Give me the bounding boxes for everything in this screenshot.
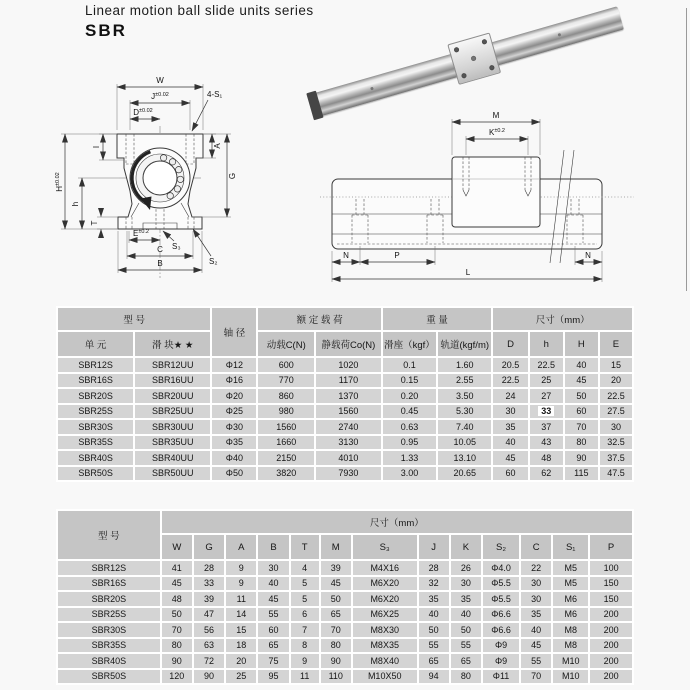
bore-circle <box>143 161 177 195</box>
table-cell: 1.33 <box>382 450 437 466</box>
table-cell: M8 <box>552 638 589 654</box>
table-row <box>57 450 633 466</box>
side-view-drawing <box>312 95 642 290</box>
table-cell: Φ35 <box>211 435 257 451</box>
table-cell: SBR25S <box>57 404 134 420</box>
table-cell: 80 <box>161 638 193 654</box>
table-cell: 60 <box>257 622 289 638</box>
header-h: h <box>529 331 564 357</box>
dim-P-label: P <box>394 251 400 260</box>
table-cell: 80 <box>450 669 482 685</box>
table-cell: 27.5 <box>599 404 633 420</box>
table-cell: 22 <box>520 560 552 576</box>
table-cell: 1020 <box>315 357 382 373</box>
table-cell: 200 <box>589 669 633 685</box>
table-cell: 65 <box>450 653 482 669</box>
table-cell: 9 <box>225 576 257 592</box>
table-cell: 63 <box>193 638 225 654</box>
dim-B-label: B <box>157 259 163 268</box>
table-cell: 47 <box>193 607 225 623</box>
table-cell: SBR50UU <box>134 466 211 482</box>
screw-icon <box>471 55 477 61</box>
front-view-drawing <box>55 70 305 288</box>
table-row <box>57 653 633 669</box>
table-cell: 43 <box>529 435 564 451</box>
table-cell: 2740 <box>315 419 382 435</box>
table-cell: 55 <box>450 638 482 654</box>
table-cell: 20 <box>599 373 633 389</box>
table-cell: 20.5 <box>492 357 528 373</box>
table-cell: M6X25 <box>352 607 418 623</box>
table-cell: 11 <box>290 669 320 685</box>
table-cell: 39 <box>193 591 225 607</box>
table-cell: 90 <box>193 669 225 685</box>
screw-icon <box>461 73 467 79</box>
table-cell: Φ6.6 <box>482 607 520 623</box>
table-cell: 45 <box>520 638 552 654</box>
header-unit: 单 元 <box>57 331 134 357</box>
header-shaft-dia: 轴 径 <box>211 307 257 357</box>
table-cell: M6 <box>552 607 589 623</box>
table-cell: 65 <box>418 653 450 669</box>
table-cell: 9 <box>225 560 257 576</box>
table-cell: Φ50 <box>211 466 257 482</box>
table-cell: Φ5.5 <box>482 576 520 592</box>
table-cell: 30 <box>520 576 552 592</box>
table-cell: 7.40 <box>437 419 492 435</box>
screw-icon <box>481 39 487 45</box>
table-cell: 5 <box>290 576 320 592</box>
table-cell: 50 <box>161 607 193 623</box>
table-cell: 33 <box>193 576 225 592</box>
table-row <box>57 591 633 607</box>
table-cell: M10X50 <box>352 669 418 685</box>
table-cell: 11 <box>225 591 257 607</box>
table-cell: 1660 <box>257 435 315 451</box>
table-cell: 41 <box>161 560 193 576</box>
table-cell: 1170 <box>315 373 382 389</box>
table-cell: 10.05 <box>437 435 492 451</box>
table-cell: 50 <box>320 591 352 607</box>
table-cell: 1.60 <box>437 357 492 373</box>
table-cell: 35 <box>418 591 450 607</box>
table-cell: 980 <box>257 404 315 420</box>
table-cell: M6 <box>552 591 589 607</box>
table-cell: Φ12 <box>211 357 257 373</box>
table-cell: M10 <box>552 653 589 669</box>
table-cell: 30 <box>450 576 482 592</box>
table-cell: 70 <box>320 622 352 638</box>
table-cell: 3820 <box>257 466 315 482</box>
header-W: W <box>161 534 193 560</box>
table-cell: 13.10 <box>437 450 492 466</box>
header-C: C <box>520 534 552 560</box>
screw-icon <box>453 47 459 53</box>
table-cell: SBR30S <box>57 622 161 638</box>
table-cell: 25 <box>225 669 257 685</box>
highlighted-value: 33 <box>538 406 554 416</box>
label-S3: S₃ <box>172 242 181 251</box>
table-cell: 35 <box>520 607 552 623</box>
table-cell: 120 <box>161 669 193 685</box>
table-cell: 55 <box>257 607 289 623</box>
table-cell: 70 <box>161 622 193 638</box>
header-slide-weight: 滑座（kgf） <box>382 331 437 357</box>
table-cell: Φ20 <box>211 388 257 404</box>
header-dynamic-load: 动载C(N) <box>257 331 315 357</box>
table-row <box>57 404 633 420</box>
dim-A-label: A <box>213 143 222 149</box>
header-D: D <box>492 331 528 357</box>
table-cell: 40 <box>257 576 289 592</box>
table-cell: SBR16S <box>57 576 161 592</box>
table-cell: SBR50S <box>57 466 134 482</box>
table-cell: 200 <box>589 607 633 623</box>
table-cell: 20 <box>225 653 257 669</box>
table-cell: SBR35S <box>57 435 134 451</box>
table-cell: Φ6.6 <box>482 622 520 638</box>
table-cell: 8 <box>290 638 320 654</box>
table-cell: SBR20UU <box>134 388 211 404</box>
table-cell: 20.65 <box>437 466 492 482</box>
table-cell: 3130 <box>315 435 382 451</box>
header-rated-load-group: 额 定 载 荷 <box>257 307 381 331</box>
dim-E-label: $E^{\pm 0.2}$ <box>132 229 150 238</box>
table-cell: 18 <box>225 638 257 654</box>
header-static-load: 静载荷Co(N) <box>315 331 382 357</box>
table-cell: 15 <box>225 622 257 638</box>
table-cell: 150 <box>589 591 633 607</box>
table-cell: 72 <box>193 653 225 669</box>
table-cell: 28 <box>193 560 225 576</box>
table-cell: 30 <box>599 419 633 435</box>
table-cell: 0.1 <box>382 357 437 373</box>
dim-W-label: W <box>156 76 164 85</box>
table-cell: M8X30 <box>352 622 418 638</box>
table-cell: 22.5 <box>529 357 564 373</box>
table-cell: Φ9 <box>482 638 520 654</box>
table-cell: 47.5 <box>599 466 633 482</box>
table-cell: SBR40S <box>57 450 134 466</box>
dim-D-label: $D^{\pm 0.02}$ <box>133 108 153 117</box>
table-cell: 80 <box>320 638 352 654</box>
header-H: H <box>564 331 599 357</box>
table-cell: 2.55 <box>437 373 492 389</box>
series-title: Linear motion ball slide units series <box>85 3 314 18</box>
table-cell: 60 <box>492 466 528 482</box>
table-cell: 48 <box>161 591 193 607</box>
table-cell: 40 <box>564 357 599 373</box>
table-cell: M4X16 <box>352 560 418 576</box>
table-row <box>57 466 633 482</box>
table-cell: SBR25UU <box>134 404 211 420</box>
table-cell: 32 <box>418 576 450 592</box>
table-cell: 45 <box>564 373 599 389</box>
table-row <box>57 435 633 451</box>
table-cell: SBR12S <box>57 560 161 576</box>
table-row <box>57 560 633 576</box>
table-cell: 65 <box>320 607 352 623</box>
table-cell: 0.15 <box>382 373 437 389</box>
table-cell: 0.95 <box>382 435 437 451</box>
header-dims-group: 尺寸（mm） <box>492 307 633 331</box>
block-outline-side <box>452 157 540 227</box>
dim-I-label: I <box>92 145 101 149</box>
table-cell: SBR30UU <box>134 419 211 435</box>
table-cell: 62 <box>529 466 564 482</box>
table-cell: 3.00 <box>382 466 437 482</box>
table-cell: 22.5 <box>492 373 528 389</box>
table-row <box>57 388 633 404</box>
table-cell: 55 <box>418 638 450 654</box>
dim-H-label: $H^{\pm 0.02}$ <box>55 172 64 192</box>
table-cell: 1560 <box>315 404 382 420</box>
table-cell: 45 <box>257 591 289 607</box>
table-cell: 48 <box>529 450 564 466</box>
table-cell: 200 <box>589 653 633 669</box>
table-cell: 3.50 <box>437 388 492 404</box>
label-4S1: 4-S₁ <box>207 90 223 99</box>
table-cell: 80 <box>564 435 599 451</box>
table-cell: 860 <box>257 388 315 404</box>
table-row <box>57 373 633 389</box>
table-cell: 40 <box>450 607 482 623</box>
table-cell: M8X40 <box>352 653 418 669</box>
table-cell: 2150 <box>257 450 315 466</box>
page-title <box>85 3 314 41</box>
table-cell: 9 <box>290 653 320 669</box>
table-cell: 1560 <box>257 419 315 435</box>
table-cell: 30 <box>520 591 552 607</box>
table-cell: 150 <box>589 576 633 592</box>
header-B: B <box>257 534 289 560</box>
leader-4S1 <box>192 100 208 131</box>
table-cell: SBR40UU <box>134 450 211 466</box>
table-cell: M8X35 <box>352 638 418 654</box>
table-cell: Φ5.5 <box>482 591 520 607</box>
table-cell: 40 <box>492 435 528 451</box>
header-model-group: 型 号 <box>57 307 211 331</box>
table-cell: 200 <box>589 638 633 654</box>
table-cell: 50 <box>450 622 482 638</box>
table-cell: 90 <box>320 653 352 669</box>
table-cell: 60 <box>564 404 599 420</box>
table-cell: 50 <box>564 388 599 404</box>
table-cell: 27 <box>529 388 564 404</box>
dimension-table <box>56 509 634 685</box>
header-block: 滑 块★ ★ <box>134 331 211 357</box>
table-cell: 24 <box>492 388 528 404</box>
table-cell: 50 <box>418 622 450 638</box>
header-dims-group2: 尺寸（mm） <box>161 510 633 534</box>
table-cell: 35 <box>492 419 528 435</box>
header-S1: S₁ <box>552 534 589 560</box>
dim-J-label: $J^{\pm 0.02}$ <box>151 92 169 101</box>
header-K: K <box>450 534 482 560</box>
table-cell: SBR12UU <box>134 357 211 373</box>
table-cell: SBR35UU <box>134 435 211 451</box>
dim-T-label: T <box>90 220 99 226</box>
table-cell: 600 <box>257 357 315 373</box>
table-cell: SBR16S <box>57 373 134 389</box>
table-row <box>57 607 633 623</box>
header-P: P <box>589 534 633 560</box>
dim-M-label: M <box>492 111 500 120</box>
table-cell: M5 <box>552 560 589 576</box>
table-cell: M8 <box>552 622 589 638</box>
page-border-line <box>686 8 687 291</box>
table-cell: 95 <box>257 669 289 685</box>
table-cell: 15 <box>599 357 633 373</box>
table-cell: 200 <box>589 622 633 638</box>
table-cell: SBR35S <box>57 638 161 654</box>
header-M: M <box>320 534 352 560</box>
table-cell: SBR50S <box>57 669 161 685</box>
table-row <box>57 576 633 592</box>
table-cell: 56 <box>193 622 225 638</box>
dim-N1-label: N <box>343 251 349 260</box>
header-model: 型 号 <box>57 510 161 560</box>
table-row <box>57 419 633 435</box>
table-cell: SBR40S <box>57 653 161 669</box>
table-cell: 115 <box>564 466 599 482</box>
table-cell: 6 <box>290 607 320 623</box>
table-cell: SBR30S <box>57 419 134 435</box>
table-cell: 5 <box>290 591 320 607</box>
table-cell: 55 <box>520 653 552 669</box>
table-cell: 0.63 <box>382 419 437 435</box>
table-cell: 7 <box>290 622 320 638</box>
table-row <box>57 622 633 638</box>
header-rail-weight: 轨道(kgf/m) <box>437 331 492 357</box>
table-cell: 32.5 <box>599 435 633 451</box>
table-cell: SBR25S <box>57 607 161 623</box>
dim-G-label: G <box>228 172 237 180</box>
table-cell: Φ40 <box>211 450 257 466</box>
table-row <box>57 638 633 654</box>
table-cell: 45 <box>320 576 352 592</box>
table-cell: 1370 <box>315 388 382 404</box>
screw-icon <box>489 65 495 71</box>
header-weight-group: 重 量 <box>382 307 493 331</box>
table-cell: 90 <box>564 450 599 466</box>
table-cell: 0.45 <box>382 404 437 420</box>
table-cell <box>529 404 564 420</box>
table-cell: 30 <box>492 404 528 420</box>
table-cell: 5.30 <box>437 404 492 420</box>
leader-S3 <box>163 231 174 241</box>
table-cell: 30 <box>257 560 289 576</box>
table-cell: SBR12S <box>57 357 134 373</box>
dim-N2-label: N <box>585 251 591 260</box>
table-cell: 26 <box>450 560 482 576</box>
table-cell: 100 <box>589 560 633 576</box>
table-cell: 4 <box>290 560 320 576</box>
table-cell: SBR20S <box>57 388 134 404</box>
table-cell: 70 <box>520 669 552 685</box>
header-S2: S₂ <box>482 534 520 560</box>
table-cell: M6X20 <box>352 576 418 592</box>
header-T: T <box>290 534 320 560</box>
table-cell: M5 <box>552 576 589 592</box>
dim-C-label: C <box>157 245 163 254</box>
table-cell: M6X20 <box>352 591 418 607</box>
table-cell: 4010 <box>315 450 382 466</box>
table-row <box>57 357 633 373</box>
table-cell: 770 <box>257 373 315 389</box>
table-cell: Φ11 <box>482 669 520 685</box>
table-cell: 110 <box>320 669 352 685</box>
table-cell: SBR16UU <box>134 373 211 389</box>
table-cell: SBR20S <box>57 591 161 607</box>
table-cell: Φ4.0 <box>482 560 520 576</box>
table-cell: 45 <box>161 576 193 592</box>
table-cell: M10 <box>552 669 589 685</box>
dim-L-label: L <box>465 268 471 277</box>
table-cell: 45 <box>492 450 528 466</box>
table-cell: 0.20 <box>382 388 437 404</box>
header-S3: S₃ <box>352 534 418 560</box>
table-cell: 94 <box>418 669 450 685</box>
table-cell: 90 <box>161 653 193 669</box>
table-cell: 35 <box>450 591 482 607</box>
table-cell: Φ30 <box>211 419 257 435</box>
table-cell: 65 <box>257 638 289 654</box>
header-J: J <box>418 534 450 560</box>
table-cell: 40 <box>418 607 450 623</box>
table-cell: 37 <box>529 419 564 435</box>
table-cell: 40 <box>520 622 552 638</box>
table-cell: 37.5 <box>599 450 633 466</box>
table-cell: 28 <box>418 560 450 576</box>
dim-K-label: $K^{\pm 0.2}$ <box>488 128 506 137</box>
table-cell: 75 <box>257 653 289 669</box>
series-code: SBR <box>85 21 127 40</box>
header-A: A <box>225 534 257 560</box>
table-cell: 7930 <box>315 466 382 482</box>
table-row <box>57 669 633 685</box>
table-cell: 39 <box>320 560 352 576</box>
dim-h-label: h <box>71 201 80 207</box>
table-cell: Φ25 <box>211 404 257 420</box>
header-G: G <box>193 534 225 560</box>
table-cell: 22.5 <box>599 388 633 404</box>
table-cell: 70 <box>564 419 599 435</box>
label-S2: S₂ <box>209 257 218 266</box>
header-E: E <box>599 331 633 357</box>
table-cell: 25 <box>529 373 564 389</box>
table-cell: 14 <box>225 607 257 623</box>
table-cell: Φ16 <box>211 373 257 389</box>
table-cell: Φ9 <box>482 653 520 669</box>
load-rating-table <box>56 306 634 482</box>
